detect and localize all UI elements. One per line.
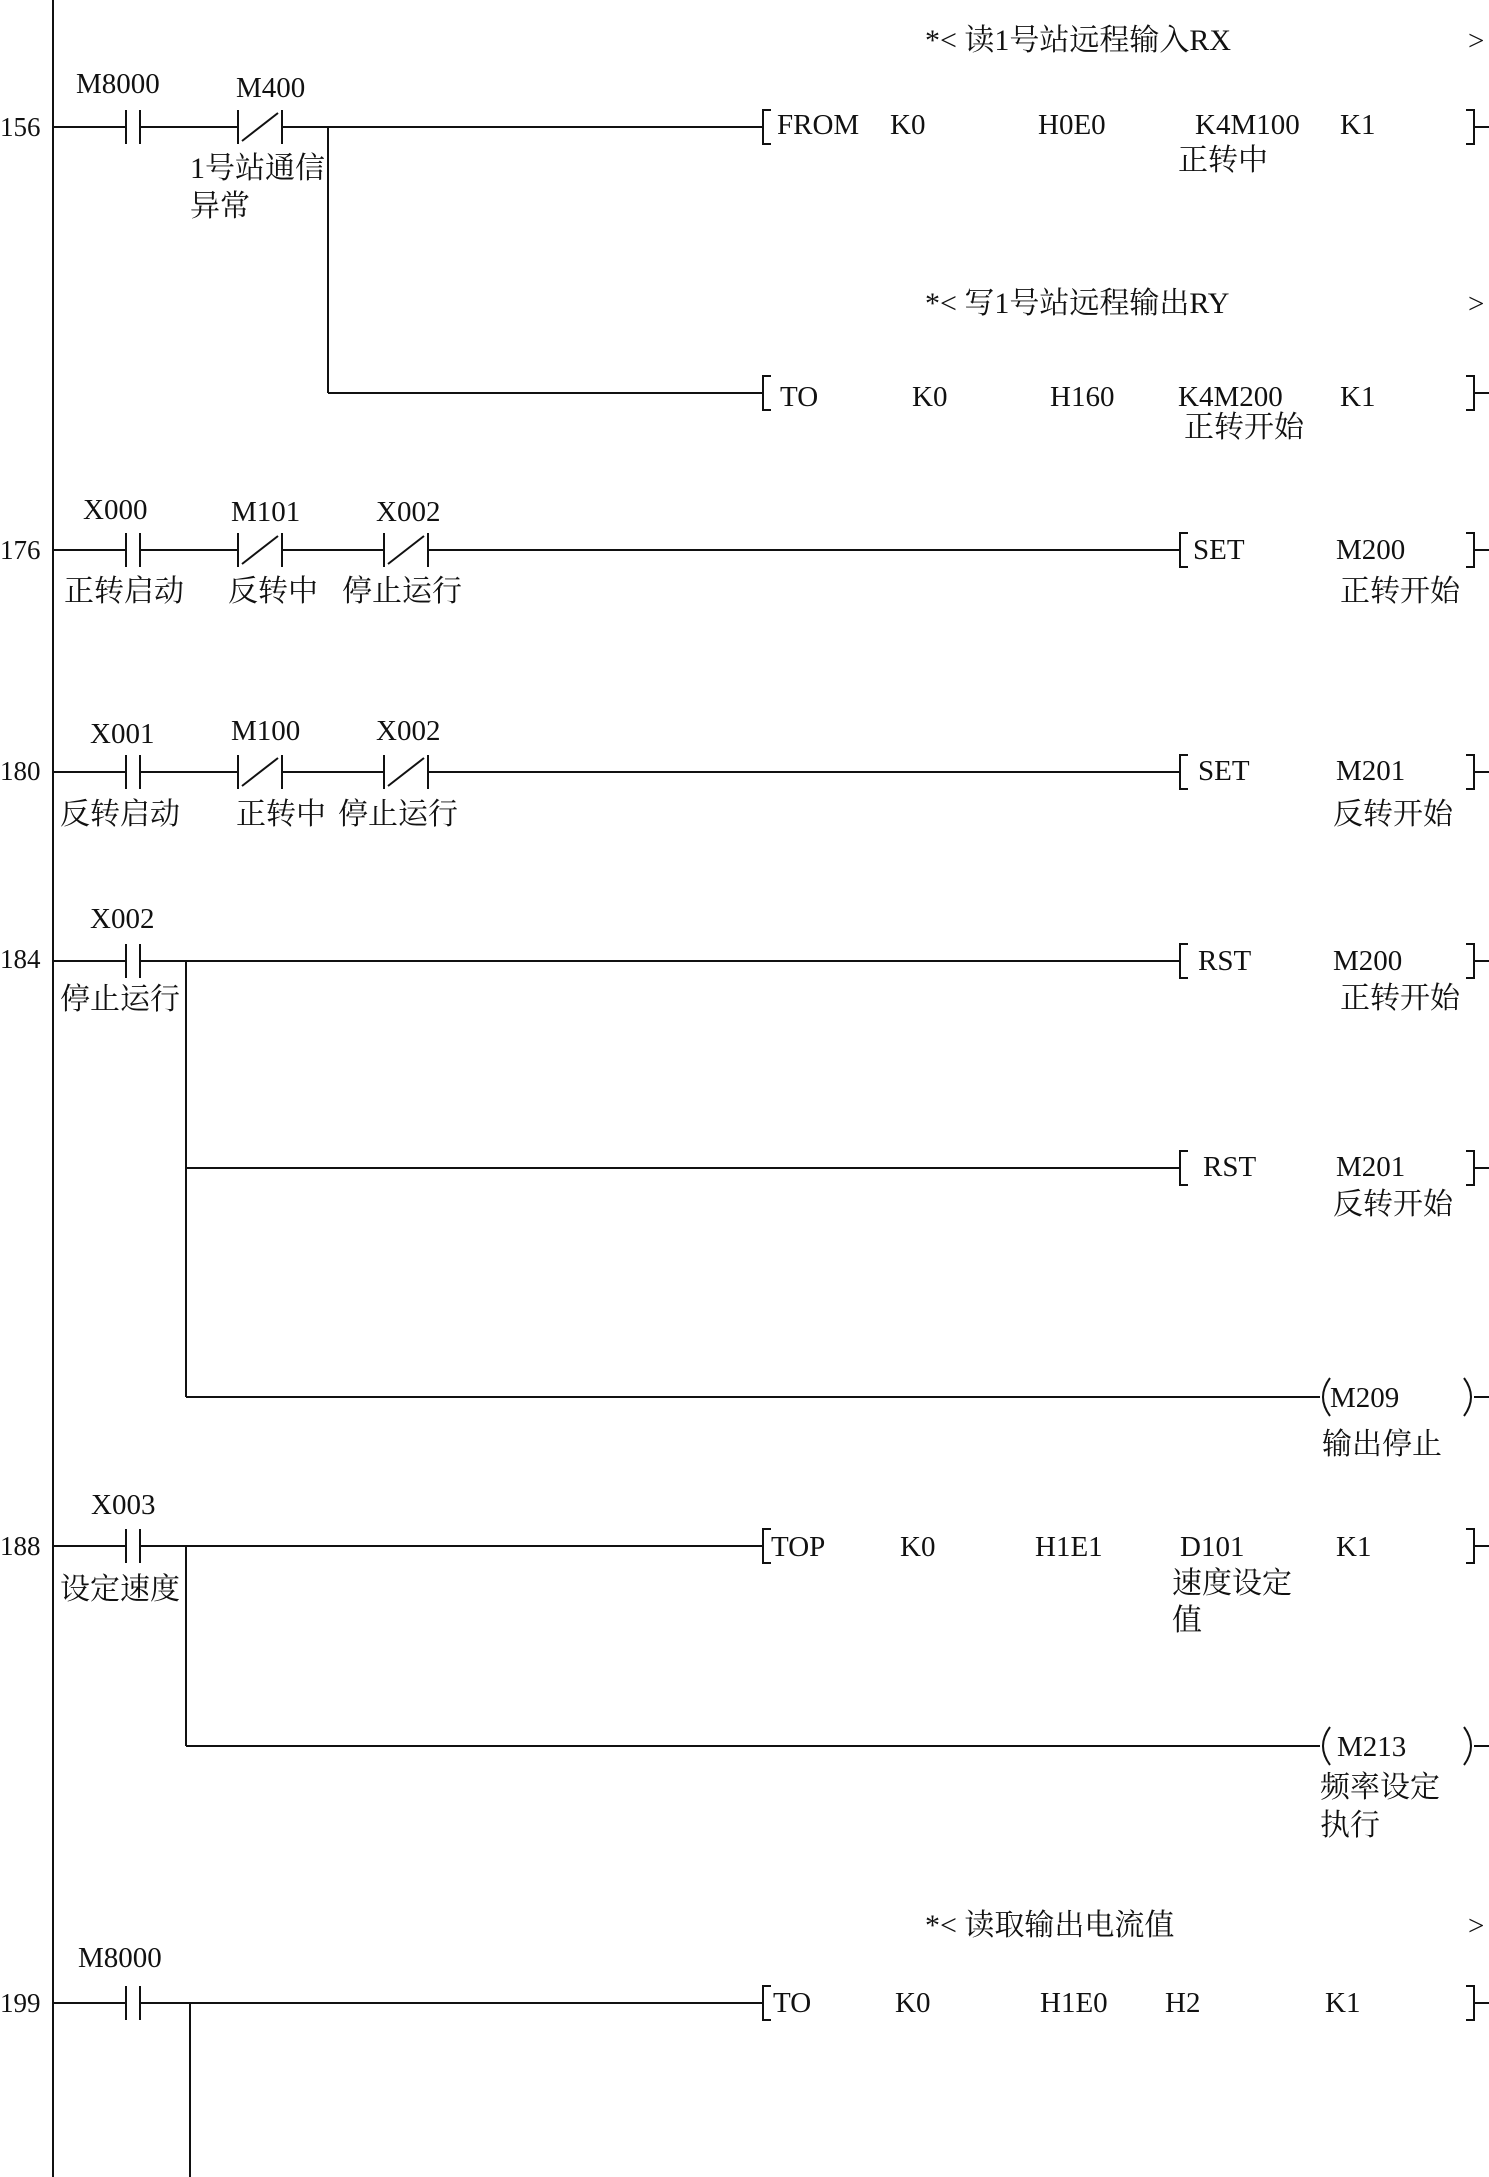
step-number: 180 xyxy=(0,756,41,786)
instruction-op: TO xyxy=(773,1987,812,2019)
instruction-op: RST xyxy=(1203,1151,1257,1183)
operand-comment: 反转开始 xyxy=(1333,1188,1453,1221)
instruction-bracket-right xyxy=(1466,1986,1474,2020)
contact-device-label: M400 xyxy=(236,72,306,104)
instruction-bracket-left xyxy=(1180,533,1188,567)
instruction-operand: H1E0 xyxy=(1040,1987,1108,2019)
comment-end-mark: > xyxy=(1468,288,1485,320)
instruction-op: RST xyxy=(1198,945,1252,977)
operand-comment: 正转开始 xyxy=(1184,411,1304,444)
contact-device-label: X002 xyxy=(90,903,155,935)
coil-left xyxy=(1323,1378,1330,1416)
instruction-operand: H2 xyxy=(1165,1987,1201,2019)
operand-comment: 速度设定 xyxy=(1172,1567,1292,1600)
instruction-operand: H1E1 xyxy=(1035,1531,1103,1563)
instruction-op: TOP xyxy=(771,1531,826,1563)
step-number: 184 xyxy=(0,944,41,974)
instruction-operand: K0 xyxy=(890,109,926,141)
contact-device-label: M8000 xyxy=(76,68,160,100)
instruction-operand: M200 xyxy=(1333,945,1403,977)
instruction-bracket-right xyxy=(1466,376,1474,410)
instruction-operand: M200 xyxy=(1336,534,1406,566)
operand-comment: 正转开始 xyxy=(1340,982,1460,1015)
coil-device: M209 xyxy=(1330,1382,1400,1414)
instruction-operand: K4M200 xyxy=(1178,381,1283,413)
contact-comment: 反转启动 xyxy=(60,798,180,831)
instruction-op: SET xyxy=(1198,755,1250,787)
step-number: 188 xyxy=(0,1531,41,1561)
instruction-bracket-right xyxy=(1466,944,1474,978)
comment-write-ry: *< 写1号站远程输出RY xyxy=(925,287,1230,320)
step-number: 176 xyxy=(0,535,41,565)
instruction-bracket-right xyxy=(1466,533,1474,567)
instruction-op: SET xyxy=(1193,534,1245,566)
contact-comment: 1号站通信 xyxy=(190,152,325,185)
coil-comment: 执行 xyxy=(1320,1809,1380,1842)
instruction-op: TO xyxy=(780,381,819,413)
instruction-bracket-left xyxy=(1180,1151,1188,1185)
instruction-operand: K1 xyxy=(1336,1531,1372,1563)
instruction-bracket-left xyxy=(763,1986,771,2020)
instruction-operand: M201 xyxy=(1336,1151,1406,1183)
contact-comment: 正转中 xyxy=(236,798,326,831)
instruction-operand: D101 xyxy=(1180,1531,1245,1563)
instruction-operand: K1 xyxy=(1340,109,1376,141)
operand-comment: 正转中 xyxy=(1178,144,1268,177)
instruction-bracket-left xyxy=(763,376,771,410)
comment-end-mark: > xyxy=(1468,1910,1485,1942)
contact-device-label: M101 xyxy=(231,496,301,528)
comment-read-current: *< 读取输出电流值 xyxy=(925,1909,1175,1942)
coil-right xyxy=(1464,1727,1471,1765)
instruction-operand: M201 xyxy=(1336,755,1406,787)
instruction-bracket-left xyxy=(763,110,771,144)
contact-comment: 异常 xyxy=(190,190,250,223)
contact-device-label: X000 xyxy=(83,494,148,526)
operand-comment: 反转开始 xyxy=(1333,798,1453,831)
instruction-bracket-right xyxy=(1466,110,1474,144)
coil-device: M213 xyxy=(1337,1731,1407,1763)
instruction-bracket-left xyxy=(763,1529,771,1563)
step-number: 199 xyxy=(0,1988,41,2018)
coil-left xyxy=(1323,1727,1330,1765)
contact-device-label: X002 xyxy=(376,715,441,747)
instruction-bracket-right xyxy=(1466,1529,1474,1563)
instruction-operand: K0 xyxy=(912,381,948,413)
instruction-bracket-left xyxy=(1180,944,1188,978)
contact-comment: 正转启动 xyxy=(64,575,184,608)
instruction-bracket-right xyxy=(1466,1151,1474,1185)
contact-comment: 停止运行 xyxy=(342,575,462,608)
instruction-operand: K4M100 xyxy=(1195,109,1300,141)
operand-comment: 正转开始 xyxy=(1340,575,1460,608)
contact-comment: 反转中 xyxy=(228,575,318,608)
instruction-operand: K0 xyxy=(900,1531,936,1563)
contact-device-label: X002 xyxy=(376,496,441,528)
instruction-operand: H0E0 xyxy=(1038,109,1106,141)
contact-device-label: X001 xyxy=(90,718,155,750)
instruction-op: FROM xyxy=(777,109,860,141)
coil-comment: 频率设定 xyxy=(1320,1771,1440,1804)
coil-right xyxy=(1464,1378,1471,1416)
instruction-operand: K0 xyxy=(895,1987,931,2019)
contact-comment: 停止运行 xyxy=(60,983,180,1016)
step-number: 156 xyxy=(0,112,41,142)
comment-end-mark: > xyxy=(1468,25,1485,57)
instruction-operand: K1 xyxy=(1325,1987,1361,2019)
operand-comment: 值 xyxy=(1172,1604,1202,1637)
contact-device-label: M100 xyxy=(231,715,301,747)
contact-device-label: M8000 xyxy=(78,1942,162,1974)
instruction-bracket-right xyxy=(1466,755,1474,789)
instruction-operand: H160 xyxy=(1050,381,1115,413)
instruction-operand: K1 xyxy=(1340,381,1376,413)
contact-device-label: X003 xyxy=(91,1489,156,1521)
coil-comment: 输出停止 xyxy=(1322,1428,1442,1461)
comment-read-rx: *< 读1号站远程输入RX xyxy=(925,24,1232,57)
instruction-bracket-left xyxy=(1180,755,1188,789)
contact-comment: 设定速度 xyxy=(60,1573,180,1606)
contact-comment: 停止运行 xyxy=(338,798,458,831)
